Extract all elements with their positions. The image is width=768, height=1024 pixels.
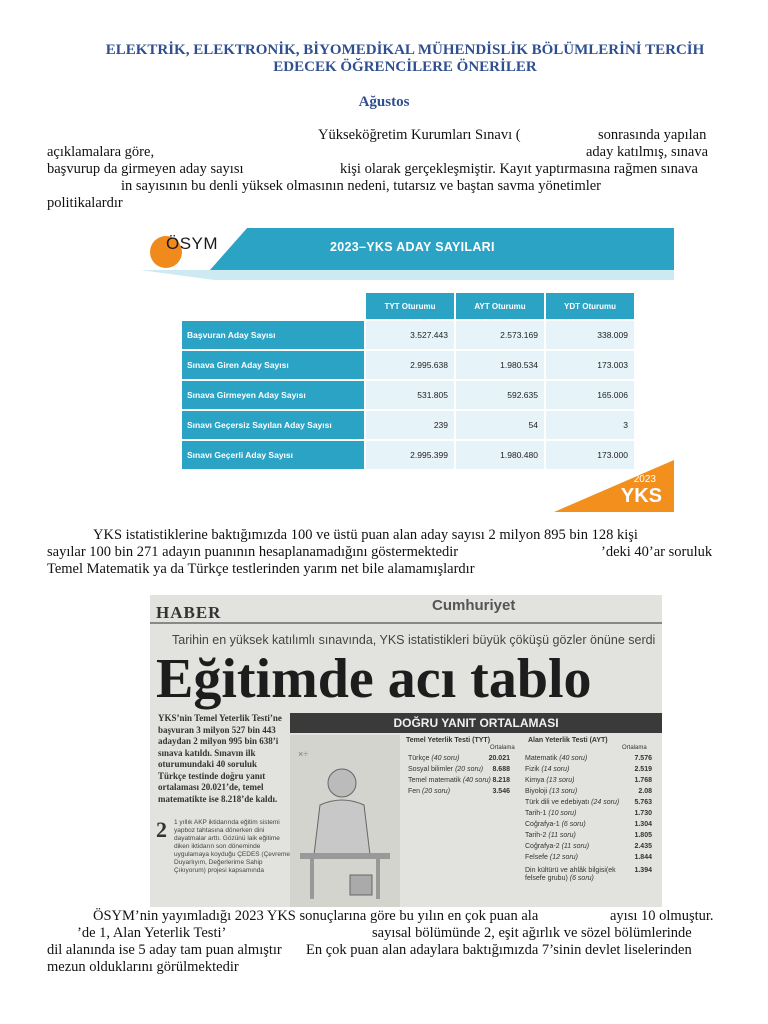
news-paper-name: Cumhuriyet xyxy=(432,597,516,614)
osym-logo-text: ÖSYM xyxy=(166,234,219,253)
cell-tyt: 2.995.638 xyxy=(365,350,455,380)
tyt-name: Türkçe xyxy=(408,755,430,762)
ayt-name: Tarih-2 xyxy=(525,832,547,839)
p2-line-2a: sayılar 100 bin 271 adayın puanının hesaplanamadığını göstermektedir xyxy=(47,544,459,560)
cell-ayt: 1.980.534 xyxy=(455,350,545,380)
p2-line-1: YKS istatistiklerine baktığımızda 100 ve üstü puan alan aday sayısı 2 milyon 895 bin 128 kişi xyxy=(93,527,638,543)
tyt-value: 20.021 xyxy=(488,755,510,762)
p1-line-5: politikalardır xyxy=(47,195,123,211)
ayt-value: 1.730 xyxy=(634,810,652,817)
p3-line-1b: ayısı 10 olmuştur. xyxy=(610,908,714,924)
p1-line-3a: başvurup da girmeyen aday sayısı xyxy=(47,161,244,177)
tyt-row xyxy=(408,777,491,784)
tyt-row xyxy=(408,766,483,773)
newspaper-clipping xyxy=(150,595,662,907)
news-lede: YKS’nin Temel Yeterlik Testi’ne başvuran 3 milyon 527 bin 443 adaydan 2 milyon 995 bin 638’i sınava katıldı. Sınavın ilk oturumundaki 40 soruluk Türkçe testinde doğru yanıt ortalaması 20.021’de, temel matematikte ise 8.218’de kaldı. xyxy=(158,713,282,804)
ayt-name: Kimya xyxy=(525,777,545,784)
document-title: ELEKTRİK, ELEKTRONİK, BİYOMEDİKAL MÜHENDİSLİK BÖLÜMLERİNİ TERCİH EDECEK ÖĞRENCİLERE ÖNERİLER xyxy=(105,42,705,75)
ayt-row xyxy=(525,843,589,850)
p3-line-3b: En çok puan alan adaylara baktığımızda 7’sinin devlet liselerinden xyxy=(306,942,692,958)
ayt-name: Türk dili ve edebiyatı xyxy=(525,799,590,806)
table-row xyxy=(181,350,635,380)
month-heading: Ağustos xyxy=(358,94,410,110)
cell-tyt: 239 xyxy=(365,410,455,440)
cell-ydt: 173.000 xyxy=(545,440,635,470)
osym-banner-shadow xyxy=(140,270,674,280)
news-headline: Eğitimde acı tablo xyxy=(156,648,592,710)
table-row xyxy=(181,410,635,440)
col-header-ydt: YDT Oturumu xyxy=(545,292,635,320)
ayt-avg-label: Ortalama xyxy=(622,745,647,751)
ayt-row xyxy=(525,766,569,773)
p1-line-4: in sayısının bu denli yüksek olmasının nedeni, tutarsız ve baştan savma yönetimler xyxy=(121,178,602,194)
ayt-row xyxy=(525,821,586,828)
row-label: Sınavı Geçerli Aday Sayısı xyxy=(181,440,365,470)
yks-candidates-table xyxy=(180,291,636,471)
yks-corner-year: 2023 xyxy=(633,474,656,485)
ayt-row xyxy=(525,755,587,762)
p1-line-1a: Yükseköğretim Kurumları Sınavı ( xyxy=(318,127,521,143)
col-header-ayt: AYT Oturumu xyxy=(455,292,545,320)
tyt-value: 8.688 xyxy=(492,766,510,773)
ayt-q: (14 soru) xyxy=(541,766,570,773)
news-dropcap: 2 xyxy=(156,817,167,842)
p2-line-2b: ’deki 40’ar soruluk xyxy=(601,544,713,560)
p3-line-4: mezun olduklarını görülmektedir xyxy=(47,959,239,975)
table-corner xyxy=(181,292,365,320)
cell-ydt: 173.003 xyxy=(545,350,635,380)
ayt-row xyxy=(525,799,619,806)
table-row xyxy=(181,380,635,410)
ayt-value: 1.844 xyxy=(634,854,652,861)
cell-tyt: 3.527.443 xyxy=(365,320,455,350)
p1-line-3b: kişi olarak gerçekleşmiştir. Kayıt yaptırmasına rağmen sınava xyxy=(340,161,698,177)
ayt-row xyxy=(525,832,576,839)
ayt-value: 5.763 xyxy=(634,799,652,806)
ayt-value: 2.08 xyxy=(638,788,652,795)
ayt-value: 1.304 xyxy=(634,821,652,828)
ayt-q: (11 soru) xyxy=(548,832,576,839)
tyt-name: Sosyal bilimler xyxy=(408,766,454,773)
col-header-tyt: TYT Oturumu xyxy=(365,292,455,320)
ayt-q: (11 soru) xyxy=(561,843,590,850)
ayt-q: (6 soru) xyxy=(569,875,594,882)
ayt-q: (12 soru) xyxy=(549,854,578,861)
ayt-title: Alan Yeterlik Testi (AYT) xyxy=(528,737,608,744)
ayt-value: 2.435 xyxy=(634,843,652,850)
cell-ydt: 3 xyxy=(545,410,635,440)
p1-line-1b: sonrasında yapılan xyxy=(598,127,707,143)
tyt-q: (40 soru) xyxy=(462,777,491,784)
news-stats-banner: DOĞRU YANIT ORTALAMASI xyxy=(290,713,662,733)
cell-tyt: 531.805 xyxy=(365,380,455,410)
ayt-value: 2.519 xyxy=(634,766,652,773)
p3-line-2b: sayısal bölümünde 2, eşit ağırlık ve sözel bölümlerinde xyxy=(372,925,692,941)
cell-ayt: 1.980.480 xyxy=(455,440,545,470)
tyt-name: Fen xyxy=(408,788,421,795)
p1-line-2b: aday katılmış, sınava xyxy=(586,144,709,160)
ayt-value: 7.576 xyxy=(634,755,652,762)
ayt-name: Felsefe xyxy=(525,854,548,861)
cell-ayt: 592.635 xyxy=(455,380,545,410)
table-row xyxy=(181,440,635,470)
ayt-q: (13 soru) xyxy=(549,788,578,795)
news-body: 1 yıllık AKP iktidarında eğitim sistemi yapboz tahtasına dönerken dini dayatmalar arttı. Gözünü laik eğitime diken iktidarın son döneminde uygulamaya koyduğu ÇEDES (Çevreme Duyarlıyım, Değerlerime Sahip Çıkıyorum) projesi kapsamında xyxy=(174,819,290,874)
osym-yks-figure xyxy=(140,226,674,512)
svg-text:×÷: ×÷ xyxy=(298,749,309,759)
tyt-q: (20 soru) xyxy=(455,766,484,773)
ayt-q: (40 soru) xyxy=(559,755,588,762)
row-label: Sınavı Geçersiz Sayılan Aday Sayısı xyxy=(181,410,365,440)
tyt-value: 3.546 xyxy=(492,788,510,795)
row-label: Başvuran Aday Sayısı xyxy=(181,320,365,350)
cell-ydt: 338.009 xyxy=(545,320,635,350)
ayt-row xyxy=(525,777,574,784)
ayt-row xyxy=(525,810,576,817)
p3-line-1a: ÖSYM’nin yayımladığı 2023 YKS sonuçlarına göre bu yılın en çok puan ala xyxy=(93,908,539,924)
tyt-name: Temel matematik xyxy=(408,777,461,784)
tyt-q: (40 soru) xyxy=(431,755,460,762)
row-label: Sınava Girmeyen Aday Sayısı xyxy=(181,380,365,410)
ayt-name: Biyoloji xyxy=(525,788,548,795)
cell-ydt: 165.006 xyxy=(545,380,635,410)
tyt-title: Temel Yeterlik Testi (TYT) xyxy=(406,737,491,744)
cell-ayt: 2.573.169 xyxy=(455,320,545,350)
cell-ayt: 54 xyxy=(455,410,545,440)
tyt-avg-label: Ortalama xyxy=(490,745,515,751)
yks-corner-label: YKS xyxy=(620,485,662,507)
ayt-name: Tarih-1 xyxy=(525,810,547,817)
p3-line-3a: dil alanında ise 5 aday tam puan almıştır xyxy=(47,942,282,958)
ayt-name: Fizik xyxy=(525,766,540,773)
ayt-name: Coğrafya-2 xyxy=(525,843,560,850)
p3-line-2a: ’de 1, Alan Yeterlik Testi’ xyxy=(77,925,227,941)
news-section-label: HABER xyxy=(156,603,222,622)
tyt-value: 8.218 xyxy=(492,777,510,784)
ayt-q: (13 soru) xyxy=(546,777,575,784)
osym-banner-title: 2023–YKS ADAY SAYILARI xyxy=(330,240,495,254)
ayt-name: Matematik xyxy=(525,755,558,762)
cell-tyt: 2.995.399 xyxy=(365,440,455,470)
table-row xyxy=(181,320,635,350)
row-label: Sınava Giren Aday Sayısı xyxy=(181,350,365,380)
ayt-q: (6 soru) xyxy=(561,821,586,828)
ayt-q: (24 soru) xyxy=(591,799,620,806)
student-illustration xyxy=(290,735,400,907)
p2-line-3: Temel Matematik ya da Türkçe testlerinden yarım net bile alamamışlardır xyxy=(47,561,475,577)
ayt-row xyxy=(525,788,577,795)
student-drawing-icon xyxy=(290,735,400,907)
ayt-name: Din kültürü ve ahlâk bilgisi(ek felsefe grubu) xyxy=(525,867,616,882)
tyt-q: (20 soru) xyxy=(422,788,451,795)
ayt-value: 1.394 xyxy=(634,867,652,874)
ayt-value: 1.768 xyxy=(634,777,652,784)
ayt-q: (10 soru) xyxy=(548,810,577,817)
ayt-row xyxy=(525,854,578,861)
ayt-value: 1.805 xyxy=(634,832,652,839)
p1-line-2a: açıklamalara göre, xyxy=(47,144,155,160)
news-kicker: Tarihin en yüksek katılımlı sınavında, YKS istatistikleri büyük çöküşü gözler önüne serdi xyxy=(172,633,656,647)
ayt-name: Coğrafya-1 xyxy=(525,821,560,828)
tyt-row xyxy=(408,755,459,762)
news-divider xyxy=(150,622,662,624)
tyt-row xyxy=(408,788,450,795)
ayt-row xyxy=(525,867,625,883)
